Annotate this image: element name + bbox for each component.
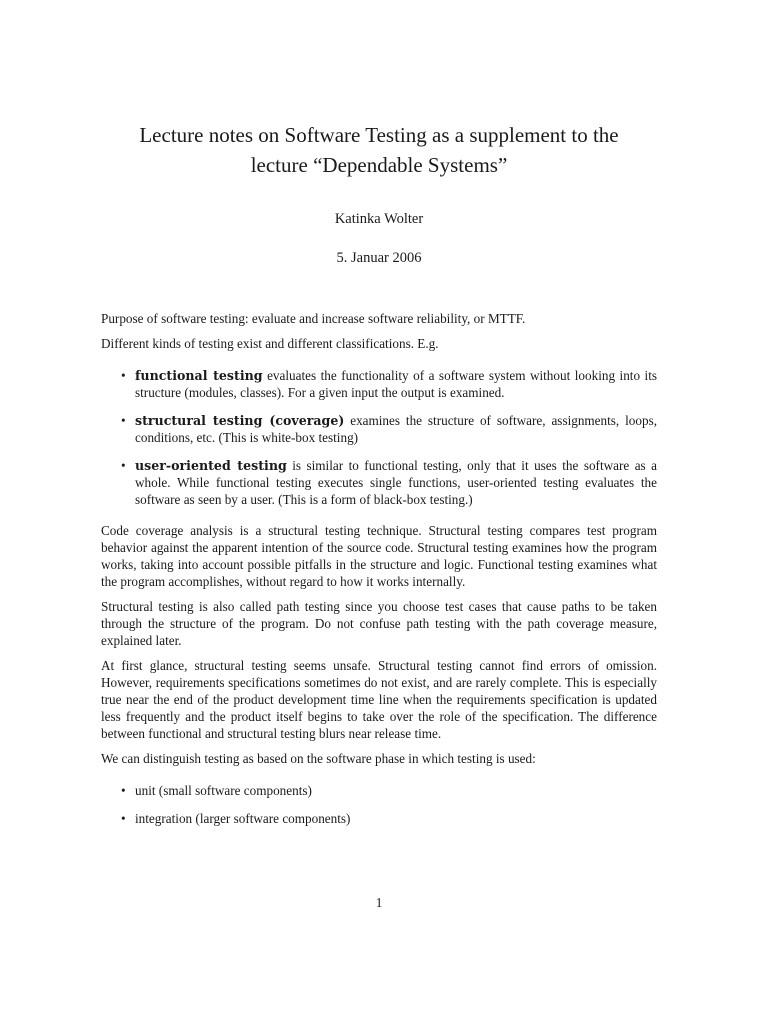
title-line-2: lecture “Dependable Systems” [250, 153, 508, 177]
document-page [101, 0, 657, 1024]
title-line-1: Lecture notes on Software Testing as a supplement to the [139, 123, 619, 147]
paragraph-path-testing: Structural testing is also called path testing since you choose test cases that cause paths to be taken through the structure of the program. Do not confuse path testing with the path coverage measure, explained later. [101, 599, 657, 648]
bullet-icon: • [121, 413, 126, 428]
bullet-icon: • [121, 811, 126, 826]
list-item [101, 367, 657, 401]
body-text [101, 310, 657, 841]
paragraph-phases: We can distinguish testing as based on the software phase in which testing is used: [101, 751, 536, 766]
phase-text: unit (small software components) [135, 783, 312, 798]
list-item [101, 412, 657, 446]
term-description: evaluates the functionality of a software system without looking into its structure (modules, classes). For a given input the output is examined. [135, 368, 658, 400]
bullet-icon: • [121, 368, 126, 383]
list-item [101, 782, 657, 799]
paragraph-code-coverage: Code coverage analysis is a structural testing technique. Structural testing compares test program behavior against the apparent intention of the source code. Structural testing examines how the program works, taking into account possible pitfalls in the structure and logic. Functional testing examines what the program accomplishes, without regard to how it works internally. [101, 523, 657, 589]
paragraph-first-glance: At first glance, structural testing seems unsafe. Structural testing cannot find errors of omission. However, requirements specifications sometimes do not exist, and are rarely complete. This is especially true near the end of the product development time line when the requirements specification is updated less frequently and the product itself begins to take over the role of the specification. The difference between functional and structural testing blurs near release time. [101, 658, 657, 741]
list-item [101, 810, 657, 827]
bullet-icon: • [121, 458, 126, 473]
term-description: examines the structure of software, assignments, loops, conditions, etc. (This is white-box testing) [135, 413, 657, 445]
term-bold: functional testing [135, 368, 263, 383]
author: Katinka Wolter [334, 211, 424, 227]
paragraph-purpose: Purpose of software testing: evaluate and increase software reliability, or MTTF. [101, 311, 526, 326]
testing-phases-list [101, 782, 657, 827]
document-title [101, 120, 657, 180]
list-item [101, 457, 657, 508]
date: 5. Januar 2006 [336, 250, 422, 266]
paragraph-kinds: Different kinds of testing exist and different classifications. E.g. [101, 336, 439, 351]
page-number: 1 [375, 895, 383, 910]
bullet-icon: • [121, 783, 126, 798]
term-description: is similar to functional testing, only that it uses the software as a whole. While functional testing executes single functions, user-oriented testing evaluates the software as seen by a user. (This is a form of black-box testing.) [135, 458, 657, 507]
testing-kinds-list [101, 367, 657, 508]
term-bold: structural testing (coverage) [135, 413, 345, 428]
term-bold: user-oriented testing [135, 458, 287, 473]
phase-text: integration (larger software components) [135, 811, 351, 826]
